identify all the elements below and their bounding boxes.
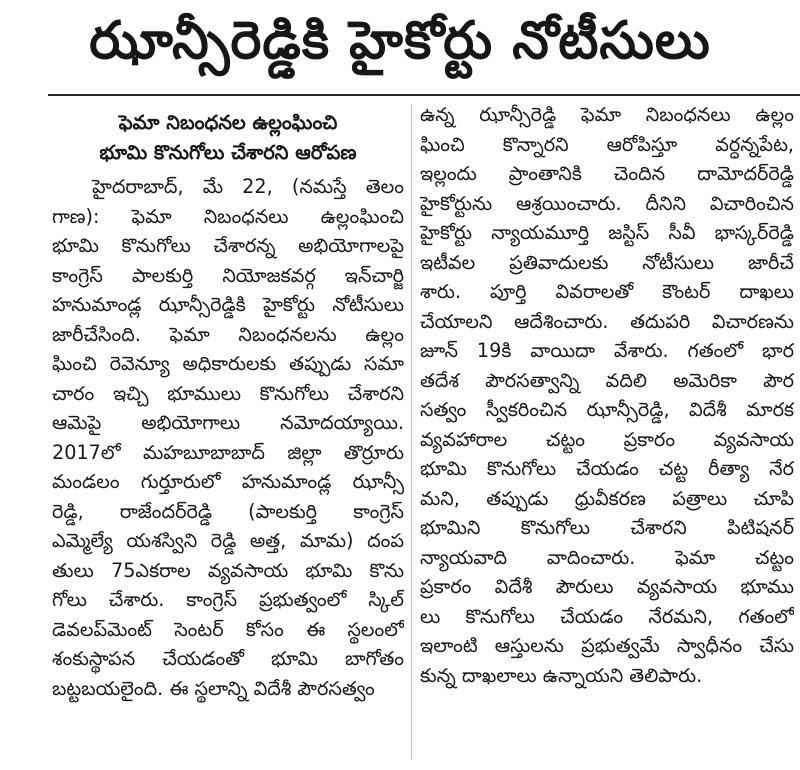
subheadline-line-2: భూమి కొనుగోలు చేశారని ఆరోపణ — [99, 141, 357, 164]
article-line: చేయాలని ఆదేశించారు. తదుపరి విచారణను — [420, 309, 794, 333]
article-line: ఇలాంటి ఆస్తులను ప్రభుత్వమే స్వాధీనం చేసు — [420, 634, 794, 657]
article-line: గోలు చేశారు. కాంగ్రెస్ ప్రభుత్వంలో స్కిల్ — [52, 588, 404, 611]
article-line: ఉన్న ఝాన్సీరెడ్డి ఫెమా నిబంధనలు ఉల్లం — [420, 103, 794, 126]
left-column — [52, 100, 404, 764]
subheadline-line-1: ఫెమా నిబంధనల ఉల్లంఘించి — [118, 111, 338, 134]
article-line: తదేశ పౌరసత్వాన్ని వదిలి అమెరికా పౌర — [420, 368, 794, 392]
article-line: మని, తప్పుడు ధ్రువీకరణ పత్రాలు చూపి — [420, 486, 794, 510]
article-line: బట్టబయలైంది. ఈ స్థలాన్ని విదేశీ పౌరసత్వం — [52, 676, 375, 700]
article-line: ఎమ్మెల్యే యశస్విని రెడ్డి అత్త, మామ) దంప — [52, 529, 404, 552]
article-line: ప్రకారం విదేశీ పౌరులు వ్యవసాయ భూము — [420, 575, 794, 598]
article-line: ఇటీవల ప్రతివాదులకు నోటీసులు జారీచే — [420, 250, 794, 274]
article-line: సత్వం స్వీకరించిన ఝాన్సీరెడ్డి, విదేశీ మారక — [420, 398, 794, 421]
headline: ఝాన్సీరెడ్డికి హైకోర్టు నోటీసులు — [89, 10, 711, 71]
article-line: జారీచేసింది. ఫెమా నిబంధనలను ఉల్లం — [52, 322, 404, 346]
article-line: 2017లో మహబూబాబాద్ జిల్లా తొర్రూరు — [52, 440, 404, 464]
article-line: భూమి కొనుగోలు చేయడం చట్ట రీత్యా నేర — [420, 457, 794, 480]
article-line: న్యాయవాది వాదించారు. ఫెమా చట్టం — [420, 545, 794, 569]
article-line: వ్యవహారాల చట్టం ప్రకారం వ్యవసాయ — [420, 427, 794, 451]
article-line: జూన్ 19కి వాయిదా వేశారు. గతంలో భార — [420, 339, 794, 362]
article-line: లు కొనుగోలు చేయడం నేరమని, గతంలో — [420, 604, 794, 628]
article-line: తులు 75ఎకరాల వ్యవసాయ భూమి కొను — [52, 558, 404, 582]
article-line: భూమి కొనుగోలు చేశారన్న అభియోగాలపై — [52, 234, 404, 257]
article-line: గాణ): ఫెమా నిబంధనలు ఉల్లంఘించి — [52, 204, 404, 228]
article-line: ఇల్లందు ప్రాంతానికి చెందిన దామోదర్‌రెడ్డి — [420, 162, 794, 185]
article-line: ఘించి రెవెన్యూ అధికారులకు తప్పుడు సమా — [52, 352, 404, 375]
article-line: కున్న దాఖలాలు ఉన్నాయని తెలిపారు. — [420, 663, 703, 687]
article-line: ఆమెపై అభియోగాలు నమోదయ్యాయి. — [52, 411, 404, 434]
article-line: కాంగ్రెస్ పాలకుర్తి నియోజకవర్గ ఇన్‌చార్జి — [52, 263, 404, 287]
article-line: శంకుస్థాపన చేయడంతో భూమి బాగోతం — [52, 647, 404, 670]
article-line: హైదరాబాద్, మే 22, (నమస్తే తెలం — [92, 175, 404, 198]
article-line: చారం ఇచ్చి భూములు కొనుగోలు చేశారని — [52, 381, 404, 405]
right-column-body — [420, 100, 794, 690]
article-line: రెడ్డి, రాజేందర్‌రెడ్డి (పాలకుర్తి కాంగ్రెస్ — [52, 499, 404, 523]
left-column-body — [52, 172, 404, 703]
article-line: మండలం గుర్తూరులో హనుమాండ్ల ఝాన్సీ — [52, 470, 404, 493]
subheadline — [52, 108, 404, 168]
article-line: శారు. పూర్తి వివరాలతో కౌంటర్ దాఖలు — [420, 280, 794, 303]
article-line: భూమిని కొనుగోలు చేశారని పిటిషనర్ — [420, 516, 794, 539]
article-line: హనుమాండ్ల ఝాన్సీరెడ్డికి హైకోర్టు నోటీసులు — [52, 293, 404, 316]
article-line: హైకోర్టును ఆశ్రయించారు. దీనిని విచారించిన — [420, 191, 794, 215]
headline-rule — [48, 94, 800, 96]
article-line: డెవలప్‌మెంట్ సెంటర్ కోసం ఈ స్థలంలో — [52, 617, 404, 641]
article-line: హైకోర్టు న్యాయమూర్తి జస్టిస్ సీవీ భాస్కర్‌రెడ్డి — [420, 221, 794, 244]
right-column — [420, 100, 794, 764]
article-line: ఘించి కొన్నారని ఆరోపిస్తూ వర్ధన్నపేట, — [420, 132, 794, 156]
column-divider — [411, 104, 412, 760]
